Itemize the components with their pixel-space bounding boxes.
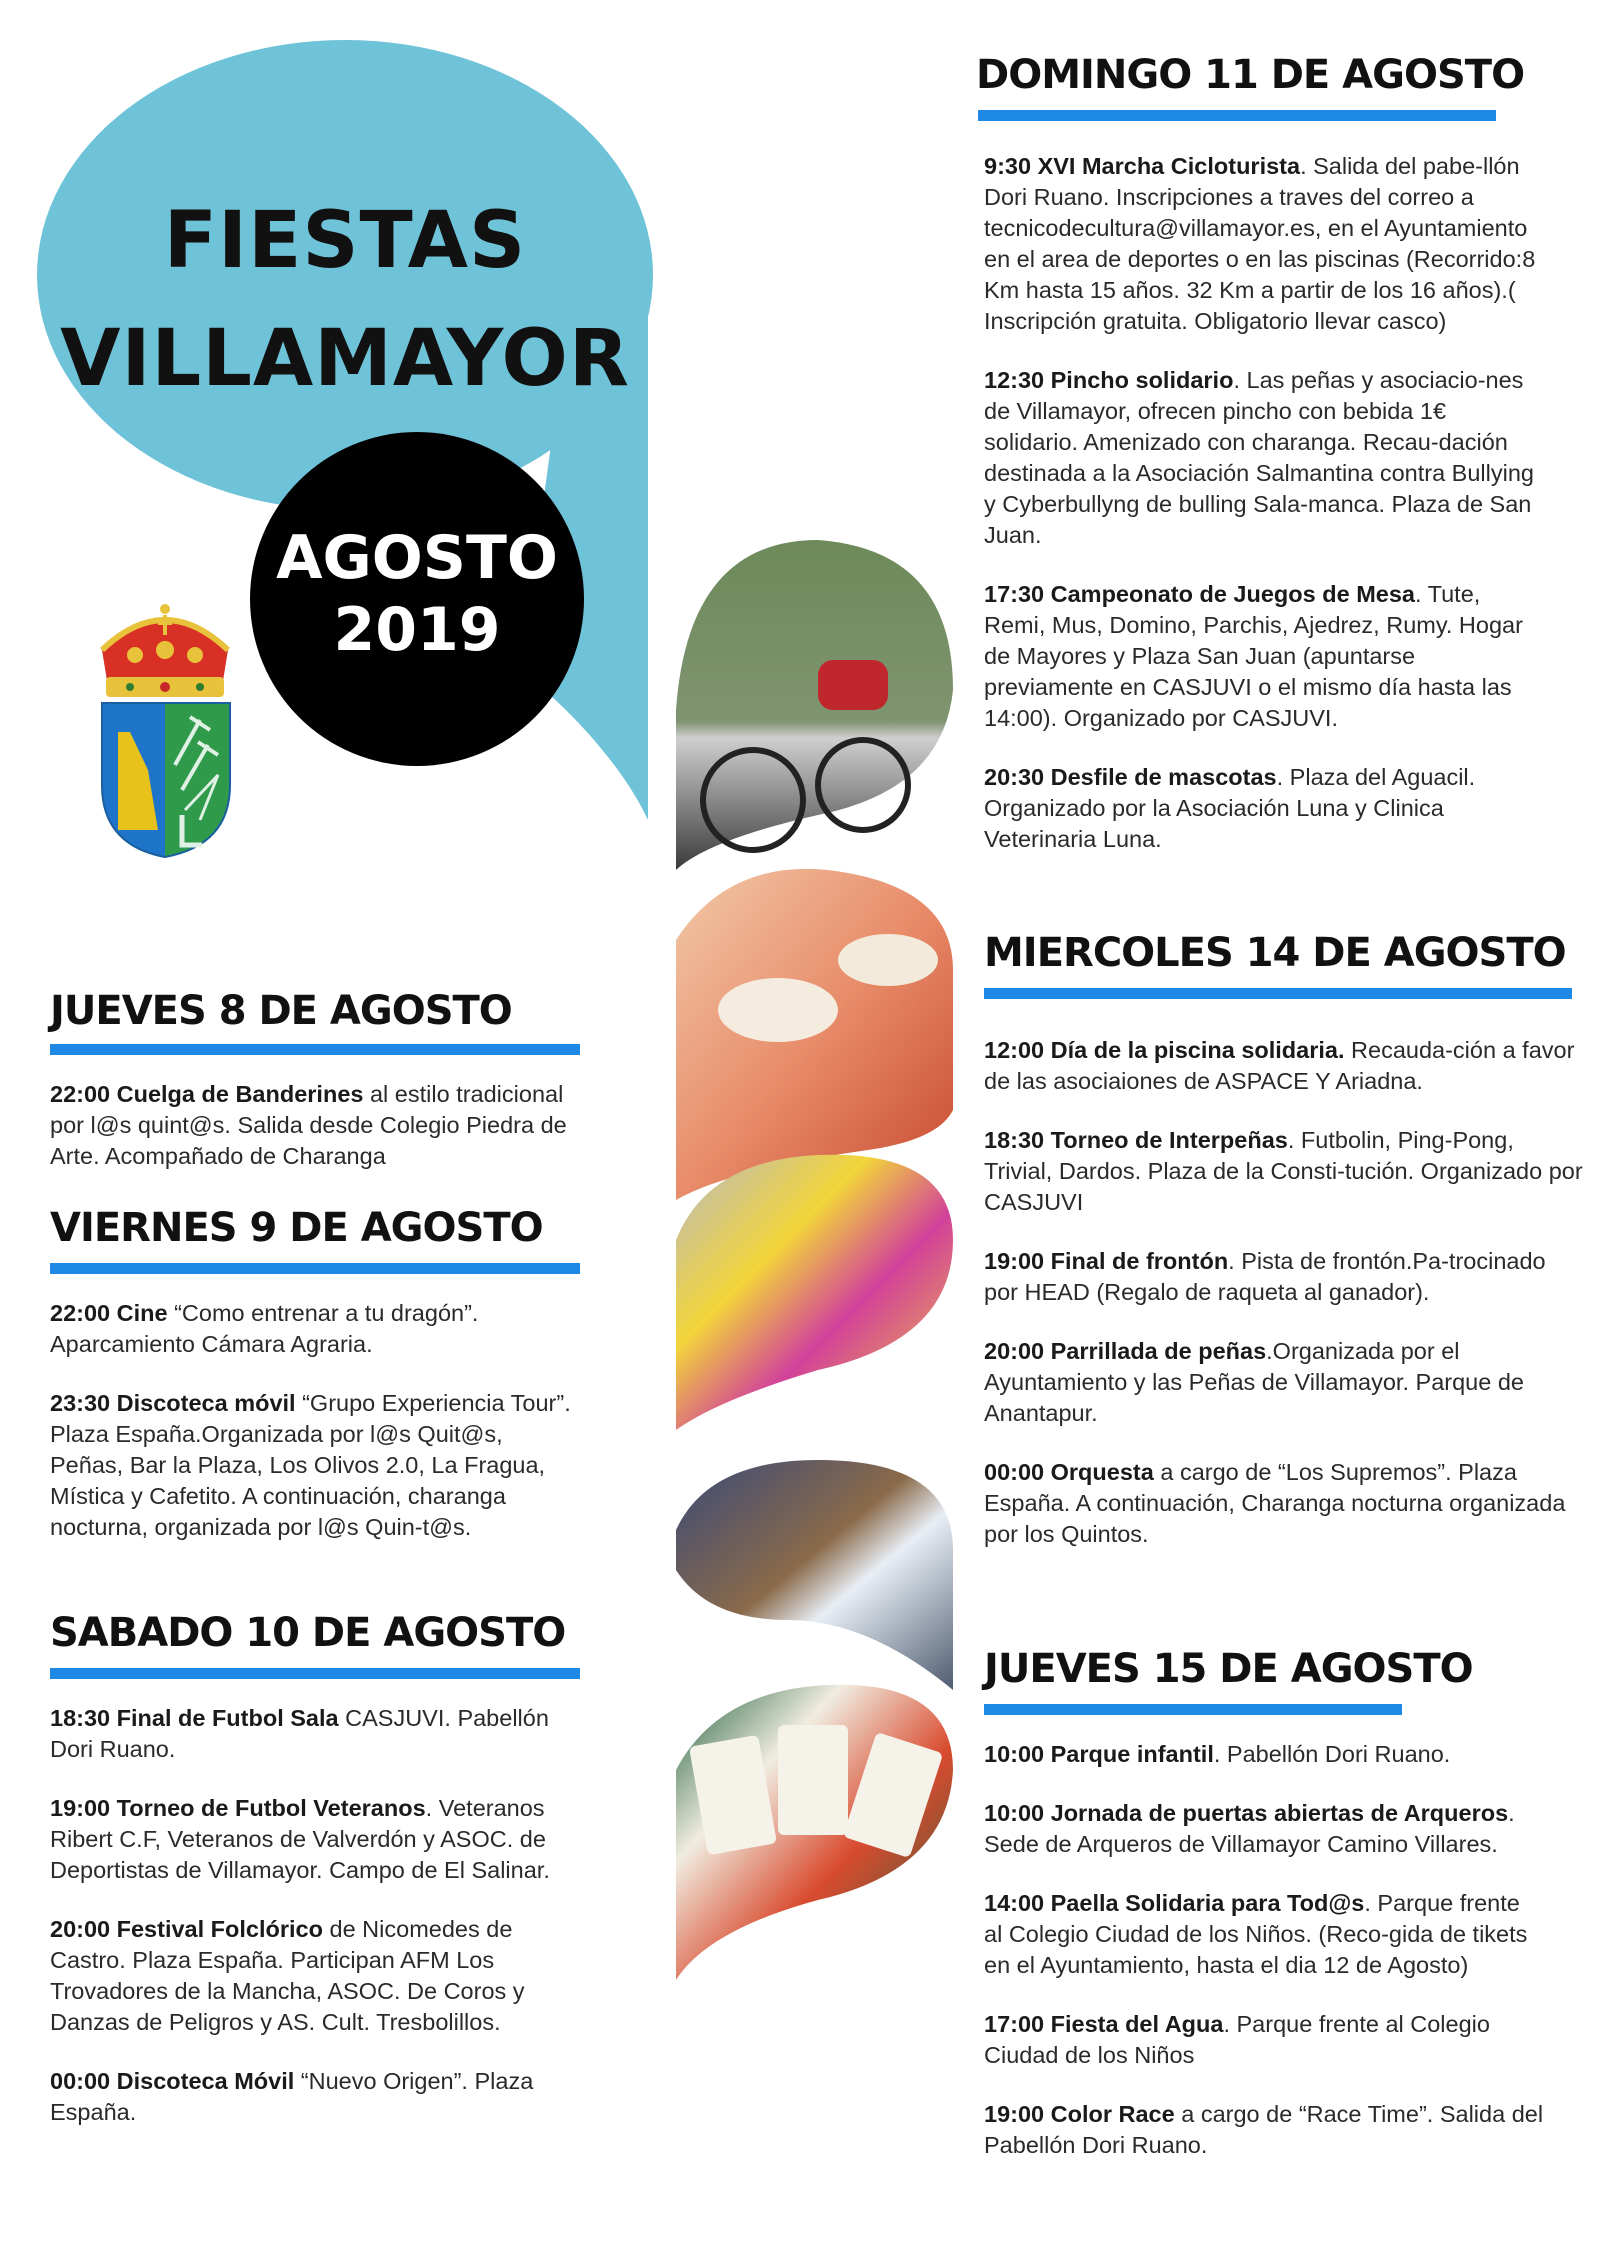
accent-bar [984,1704,1402,1715]
day-section-sabado-10 [50,1610,580,2156]
accent-bar [50,1263,580,1274]
event-details: de Nicomedes de Castro. Plaza España. Participan AFM Los Trovadores de la Mancha, ASOC. De Coros y Danzas de Peligros y AS. Cult. Tresbolillos. [50,1916,525,2035]
photo-football [676,1460,953,1690]
day-title: JUEVES 8 DE AGOSTO [50,988,512,1034]
event-details: “Nuevo Origen”. Plaza España. [50,2068,534,2125]
photo-bouncy-castle [676,1155,953,1430]
day-section-jueves-15 [984,1646,1544,2189]
event-heading: 20:00 Festival Folclórico [50,1916,323,1942]
event-item [50,2066,580,2128]
date-year: 2019 [333,595,501,665]
event-item [984,1739,1544,1770]
event-item [984,1246,1584,1308]
event-details: . Plaza del Aguacil. Organizado por la Asociación Luna y Clinica Veterinaria Luna. [984,764,1476,852]
event-item [50,1388,580,1543]
accent-bar [984,988,1572,999]
event-heading: 00:00 Orquesta [984,1459,1154,1485]
event-heading: 22:00 Cine [50,1300,168,1326]
event-details: . Parque frente al Colegio Ciudad de los Niños [984,2011,1490,2068]
accent-bar [50,1668,580,1679]
event-details: al estilo tradicional por l@s quint@s. Salida desde Colegio Piedra de Arte. Acompañado de Charanga [50,1081,567,1169]
event-item [984,2009,1544,2071]
event-item [984,1336,1584,1429]
event-item [984,365,1546,551]
day-section-viernes-9 [50,1205,580,1571]
event-heading: 12:30 Pincho solidario [984,367,1234,393]
day-section-domingo-11 [976,52,1546,883]
event-heading: 9:30 XVI Marcha Cicloturista [984,153,1301,179]
photo-cards [676,1685,953,1980]
event-heading: 17:00 Fiesta del Agua [984,2011,1224,2037]
event-heading: 23:30 Discoteca móvil [50,1390,296,1416]
event-item [984,2099,1544,2161]
date-text [250,522,584,666]
event-item [984,1798,1544,1860]
event-details: a cargo de “Los Supremos”. Plaza España. A continuación, Charanga nocturna organizada por los Quintos. [984,1459,1566,1547]
accent-bar [50,1044,580,1055]
event-details: a cargo de “Race Time”. Salida del Pabellón Dori Ruano. [984,2101,1544,2158]
event-item [50,1079,580,1172]
accent-bar [978,110,1496,121]
event-heading: 10:00 Jornada de puertas abiertas de Arqueros [984,1800,1509,1826]
photo-food [676,869,953,1200]
event-heading: 12:00 Día de la piscina solidaria. [984,1037,1345,1063]
event-item [50,1914,580,2038]
event-details: CASJUVI. Pabellón Dori Ruano. [50,1705,549,1762]
event-details: “Grupo Experiencia Tour”. Plaza España.Organizada por l@s Quit@s, Peñas, Bar la Plaza, Los Olivos 2.0, La Fragua, Mística y Cafetito. A continuación, charanga nocturna, organizada por l@s Quin-t@s. [50,1390,571,1540]
title-line-2: VILLAMAYOR [60,314,630,404]
event-heading: 18:30 Final de Futbol Sala [50,1705,339,1731]
event-details: .Organizada por el Ayuntamiento y las Peñas de Villamayor. Parque de Anantapur. [984,1338,1524,1426]
festival-title [40,182,650,418]
event-heading: 19:00 Torneo de Futbol Veteranos [50,1795,426,1821]
event-heading: 20:00 Parrillada de peñas [984,1338,1267,1364]
event-item [50,1793,580,1886]
event-details: . Veteranos Ribert C.F, Veteranos de Valverdón y ASOC. de Deportistas de Villamayor. Campo de El Salinar. [50,1795,550,1883]
event-item [984,1457,1584,1550]
photo-cyclists [676,540,953,870]
event-details: . Pista de frontón.Pa-trocinado por HEAD (Regalo de raqueta al ganador). [984,1248,1546,1305]
event-item [50,1298,580,1360]
event-heading: 19:00 Color Race [984,2101,1175,2127]
coat-of-arms-icon [90,595,240,860]
event-item [984,1035,1584,1097]
event-heading: 14:00 Paella Solidaria para Tod@s [984,1890,1365,1916]
event-details: “Como entrenar a tu dragón”. Aparcamiento Cámara Agraria. [50,1300,479,1357]
event-details: Recauda-ción a favor de las asociaiones de ASPACE Y Ariadna. [984,1037,1575,1094]
day-title: JUEVES 15 DE AGOSTO [984,1646,1473,1692]
title-line-1: FIESTAS [163,196,527,286]
event-details: . Tute, Remi, Mus, Domino, Parchis, Ajedrez, Rumy. Hogar de Mayores y Plaza San Juan (apuntarse previamente en CASJUVI o el mismo día hasta las 14:00). Organizado por CASJUVI. [984,581,1523,731]
event-heading: 10:00 Parque infantil [984,1741,1214,1767]
date-month: AGOSTO [276,523,558,593]
event-item [984,762,1546,855]
day-section-jueves-8 [50,988,580,1200]
event-item [50,1703,580,1765]
day-title: MIERCOLES 14 DE AGOSTO [984,930,1566,976]
day-title: SABADO 10 DE AGOSTO [50,1610,566,1656]
photo-strip [668,540,958,2095]
event-details: . Futbolin, Ping-Pong, Trivial, Dardos. Plaza de la Consti-tución. Organizado por CASJUVI [984,1127,1583,1215]
day-title: DOMINGO 11 DE AGOSTO [976,52,1525,98]
event-heading: 18:30 Torneo de Interpeñas [984,1127,1288,1153]
event-item [984,1125,1584,1218]
event-heading: 22:00 Cuelga de Banderines [50,1081,364,1107]
event-item [984,1888,1544,1981]
event-heading: 17:30 Campeonato de Juegos de Mesa [984,581,1415,607]
event-heading: 19:00 Final de frontón [984,1248,1229,1274]
event-details: . Parque frente al Colegio Ciudad de los Niños. (Reco-gida de tikets en el Ayuntamiento, hasta el dia 12 de Agosto) [984,1890,1528,1978]
day-section-miercoles-14 [984,930,1584,1578]
event-heading: 20:30 Desfile de mascotas [984,764,1277,790]
event-details: . Las peñas y asociacio-nes de Villamayor, ofrecen pincho con bebida 1€ solidario. Amenizado con charanga. Recau-dación destinada a la Asociación Salmantina contra Bullying y Cyberbullyng de bulling Sala-manca. Plaza de San Juan. [984,367,1534,548]
day-title: VIERNES 9 DE AGOSTO [50,1205,543,1251]
event-details: . Salida del pabe-llón Dori Ruano. Inscripciones a traves del correo a tecnicodecultura@villamayor.es, en el Ayuntamiento en el area de deportes o en las piscinas (Recorrido:8 Km hasta 15 años. 32 Km a partir de los 16 años).( Inscripción gratuita. Obligatorio llevar casco) [984,153,1536,334]
event-item [984,579,1546,734]
event-heading: 00:00 Discoteca Móvil [50,2068,295,2094]
event-item [984,151,1546,337]
event-details: . Sede de Arqueros de Villamayor Camino Villares. [984,1800,1515,1857]
event-details: . Pabellón Dori Ruano. [1213,1741,1451,1767]
